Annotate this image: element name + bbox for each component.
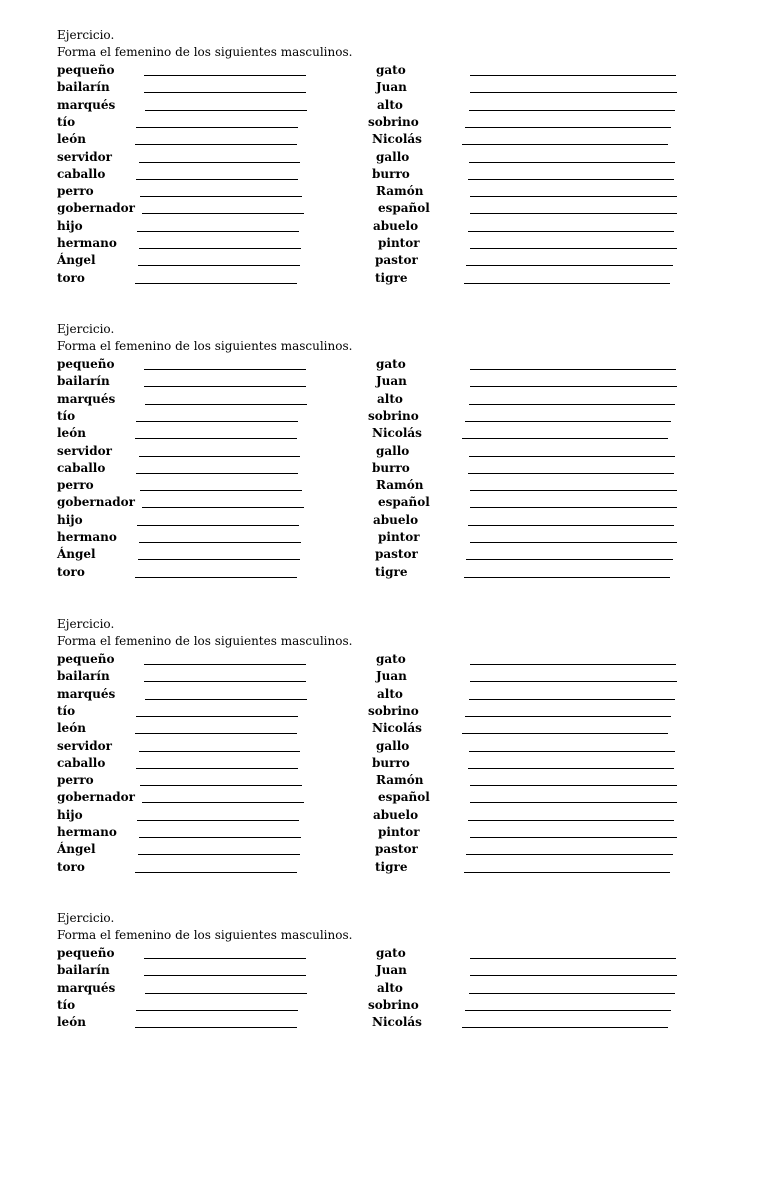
- exercise-instruction: Forma el femenino de los siguientes masculinos.: [57, 928, 353, 942]
- exercise-instruction: Forma el femenino de los siguientes masculinos.: [57, 45, 353, 59]
- exercise-row: [0, 461, 768, 478]
- answer-blank-right[interactable]: [470, 92, 677, 93]
- exercise-row: [0, 167, 768, 184]
- right-word: tigre: [375, 270, 408, 285]
- answer-blank-left[interactable]: [144, 975, 306, 976]
- left-word: marqués: [57, 97, 116, 112]
- right-word: español: [378, 790, 430, 805]
- left-word: perro: [57, 478, 94, 493]
- answer-blank-left[interactable]: [139, 248, 301, 249]
- right-word: burro: [372, 460, 410, 475]
- answer-blank-left[interactable]: [144, 386, 306, 387]
- exercise-block: [0, 617, 768, 887]
- answer-blank-left[interactable]: [138, 265, 300, 266]
- answer-blank-right[interactable]: [465, 716, 671, 717]
- exercise-row: [0, 271, 768, 288]
- right-word: sobrino: [368, 703, 419, 718]
- answer-blank-right[interactable]: [462, 733, 668, 734]
- right-word: sobrino: [368, 408, 419, 423]
- left-word: toro: [57, 270, 85, 285]
- left-word: caballo: [57, 460, 106, 475]
- answer-blank-right[interactable]: [469, 110, 675, 111]
- right-word: abuelo: [373, 218, 419, 233]
- answer-blank-left[interactable]: [137, 820, 299, 821]
- left-word: pequeño: [57, 652, 115, 666]
- answer-blank-right[interactable]: [466, 559, 673, 560]
- answer-blank-left[interactable]: [139, 837, 301, 838]
- right-word: Juan: [376, 669, 407, 684]
- answer-blank-right[interactable]: [462, 144, 668, 145]
- exercise-title: Ejercicio.: [57, 322, 115, 336]
- exercise-row: [0, 201, 768, 218]
- exercise-block: [0, 28, 768, 298]
- exercise-row: [0, 219, 768, 236]
- answer-blank-right[interactable]: [469, 993, 675, 994]
- right-word: tigre: [375, 859, 408, 874]
- left-word: hijo: [57, 807, 83, 822]
- exercise-row: [0, 409, 768, 426]
- exercise-row: [0, 513, 768, 530]
- answer-blank-right[interactable]: [465, 421, 671, 422]
- answer-blank-right[interactable]: [462, 1027, 668, 1028]
- exercise-row: [0, 80, 768, 97]
- answer-blank-left[interactable]: [140, 196, 302, 197]
- answer-blank-left[interactable]: [138, 854, 300, 855]
- right-word: sobrino: [368, 997, 419, 1012]
- right-word: alto: [377, 97, 403, 112]
- answer-blank-left[interactable]: [135, 872, 297, 873]
- answer-blank-left[interactable]: [135, 577, 297, 578]
- right-word: español: [378, 495, 430, 510]
- exercise-row: [0, 132, 768, 149]
- left-word: gobernador: [57, 495, 135, 510]
- exercise-row: [0, 963, 768, 980]
- right-word: gato: [376, 63, 406, 77]
- answer-blank-left[interactable]: [137, 231, 299, 232]
- answer-blank-right[interactable]: [470, 785, 677, 786]
- answer-blank-right[interactable]: [468, 473, 674, 474]
- left-word: marqués: [57, 980, 116, 995]
- answer-blank-left[interactable]: [135, 283, 297, 284]
- right-word: Juan: [376, 374, 407, 389]
- right-word: gallo: [376, 149, 410, 164]
- exercise-row: [0, 374, 768, 391]
- left-word: toro: [57, 564, 85, 579]
- exercise-row: [0, 184, 768, 201]
- right-word: gato: [376, 652, 406, 666]
- exercise-row: [0, 115, 768, 132]
- exercise-row: [0, 63, 768, 80]
- answer-blank-right[interactable]: [468, 525, 674, 526]
- right-word: pastor: [375, 547, 418, 562]
- answer-blank-left[interactable]: [144, 681, 306, 682]
- answer-blank-left[interactable]: [136, 1010, 298, 1011]
- right-word: pintor: [378, 236, 420, 250]
- answer-blank-right[interactable]: [470, 248, 677, 249]
- exercise-row: [0, 495, 768, 512]
- answer-blank-right[interactable]: [466, 265, 673, 266]
- answer-blank-left[interactable]: [140, 785, 302, 786]
- left-word: hermano: [57, 236, 117, 250]
- right-word: Juan: [376, 963, 407, 978]
- left-word: león: [57, 721, 86, 736]
- right-word: español: [378, 201, 430, 216]
- left-word: servidor: [57, 149, 112, 164]
- right-word: Nicolás: [372, 132, 422, 147]
- right-word: burro: [372, 755, 410, 770]
- answer-blank-right[interactable]: [464, 283, 670, 284]
- answer-blank-right[interactable]: [470, 196, 677, 197]
- right-word: Ramón: [376, 773, 424, 788]
- answer-blank-right[interactable]: [469, 404, 675, 405]
- left-word: bailarín: [57, 374, 110, 389]
- right-word: sobrino: [368, 114, 419, 129]
- right-word: Nicolás: [372, 426, 422, 441]
- right-word: gallo: [376, 738, 410, 753]
- exercise-row: [0, 825, 768, 842]
- right-word: abuelo: [373, 512, 419, 527]
- left-word: pequeño: [57, 357, 115, 371]
- answer-blank-left[interactable]: [137, 525, 299, 526]
- answer-blank-right[interactable]: [464, 577, 670, 578]
- exercise-row: [0, 704, 768, 721]
- right-word: alto: [377, 686, 403, 701]
- right-word: Ramón: [376, 184, 424, 199]
- right-word: gallo: [376, 443, 410, 458]
- exercise-row: [0, 842, 768, 859]
- right-word: pastor: [375, 253, 418, 268]
- answer-blank-right[interactable]: [470, 542, 677, 543]
- answer-blank-left[interactable]: [135, 438, 297, 439]
- exercise-row: [0, 739, 768, 756]
- answer-blank-right[interactable]: [470, 664, 676, 665]
- right-word: Ramón: [376, 478, 424, 493]
- left-word: servidor: [57, 738, 112, 753]
- answer-blank-left[interactable]: [144, 664, 306, 665]
- exercise-block: [0, 911, 768, 1181]
- left-word: bailarín: [57, 669, 110, 684]
- answer-blank-right[interactable]: [470, 369, 676, 370]
- answer-blank-right[interactable]: [470, 681, 677, 682]
- answer-blank-right[interactable]: [465, 127, 671, 128]
- answer-blank-right[interactable]: [469, 699, 675, 700]
- exercise-row: [0, 652, 768, 669]
- left-word: tío: [57, 997, 76, 1012]
- answer-blank-left[interactable]: [139, 542, 301, 543]
- answer-blank-right[interactable]: [470, 507, 677, 508]
- left-word: toro: [57, 859, 85, 874]
- answer-blank-right[interactable]: [468, 820, 674, 821]
- answer-blank-right[interactable]: [466, 854, 673, 855]
- answer-blank-right[interactable]: [470, 802, 677, 803]
- left-word: pequeño: [57, 946, 115, 960]
- exercise-row: [0, 478, 768, 495]
- left-word: perro: [57, 773, 94, 788]
- right-word: alto: [377, 980, 403, 995]
- exercise-instruction: Forma el femenino de los siguientes masculinos.: [57, 339, 353, 353]
- left-word: tío: [57, 408, 76, 423]
- right-word: pintor: [378, 825, 420, 839]
- right-word: pastor: [375, 842, 418, 857]
- answer-blank-left[interactable]: [144, 369, 306, 370]
- left-word: hijo: [57, 512, 83, 527]
- left-word: león: [57, 1015, 86, 1030]
- answer-blank-right[interactable]: [464, 872, 670, 873]
- left-word: gobernador: [57, 790, 135, 805]
- right-word: alto: [377, 391, 403, 406]
- exercise-row: [0, 860, 768, 877]
- answer-blank-right[interactable]: [470, 837, 677, 838]
- answer-blank-left[interactable]: [144, 958, 306, 959]
- left-word: marqués: [57, 686, 116, 701]
- answer-blank-right[interactable]: [470, 975, 677, 976]
- answer-blank-left[interactable]: [139, 751, 300, 752]
- right-word: tigre: [375, 564, 408, 579]
- exercise-block: [0, 322, 768, 592]
- answer-blank-right[interactable]: [470, 75, 676, 76]
- exercise-row: [0, 236, 768, 253]
- left-word: caballo: [57, 166, 106, 181]
- answer-blank-left[interactable]: [136, 473, 298, 474]
- answer-blank-right[interactable]: [469, 456, 675, 457]
- exercise-title: Ejercicio.: [57, 617, 115, 631]
- answer-blank-right[interactable]: [468, 768, 674, 769]
- right-word: Nicolás: [372, 1015, 422, 1030]
- answer-blank-left[interactable]: [139, 456, 300, 457]
- answer-blank-right[interactable]: [470, 490, 677, 491]
- exercise-instruction: Forma el femenino de los siguientes masculinos.: [57, 634, 353, 648]
- exercise-row: [0, 981, 768, 998]
- right-word: burro: [372, 166, 410, 181]
- answer-blank-right[interactable]: [470, 213, 677, 214]
- answer-blank-right[interactable]: [462, 438, 668, 439]
- answer-blank-left[interactable]: [145, 110, 307, 111]
- exercise-row: [0, 150, 768, 167]
- answer-blank-left[interactable]: [138, 559, 300, 560]
- exercise-row: [0, 773, 768, 790]
- answer-blank-right[interactable]: [468, 179, 674, 180]
- answer-blank-left[interactable]: [135, 1027, 297, 1028]
- left-word: tío: [57, 114, 76, 129]
- exercise-row: [0, 721, 768, 738]
- answer-blank-left[interactable]: [136, 127, 298, 128]
- answer-blank-left[interactable]: [140, 490, 302, 491]
- answer-blank-left[interactable]: [136, 421, 298, 422]
- left-word: bailarín: [57, 963, 110, 978]
- exercise-row: [0, 253, 768, 270]
- right-word: abuelo: [373, 807, 419, 822]
- exercise-title: Ejercicio.: [57, 911, 115, 925]
- exercise-title: Ejercicio.: [57, 28, 115, 42]
- answer-blank-left[interactable]: [142, 507, 304, 508]
- exercise-row: [0, 547, 768, 564]
- answer-blank-right[interactable]: [470, 386, 677, 387]
- answer-blank-right[interactable]: [470, 958, 676, 959]
- answer-blank-left[interactable]: [144, 92, 306, 93]
- left-word: hermano: [57, 530, 117, 544]
- left-word: pequeño: [57, 63, 115, 77]
- exercise-row: [0, 756, 768, 773]
- answer-blank-left[interactable]: [145, 699, 307, 700]
- answer-blank-left[interactable]: [144, 75, 306, 76]
- exercise-row: [0, 998, 768, 1015]
- answer-blank-right[interactable]: [469, 162, 675, 163]
- exercise-row: [0, 946, 768, 963]
- exercise-row: [0, 357, 768, 374]
- answer-blank-left[interactable]: [136, 768, 298, 769]
- answer-blank-left[interactable]: [139, 162, 300, 163]
- left-word: Ángel: [57, 253, 96, 268]
- left-word: bailarín: [57, 80, 110, 95]
- answer-blank-right[interactable]: [468, 231, 674, 232]
- answer-blank-left[interactable]: [145, 404, 307, 405]
- left-word: león: [57, 426, 86, 441]
- left-word: caballo: [57, 755, 106, 770]
- exercise-row: [0, 565, 768, 582]
- answer-blank-left[interactable]: [142, 802, 304, 803]
- left-word: Ángel: [57, 547, 96, 562]
- exercise-row: [0, 790, 768, 807]
- answer-blank-left[interactable]: [142, 213, 304, 214]
- left-word: perro: [57, 184, 94, 199]
- exercise-row: [0, 808, 768, 825]
- exercise-row: [0, 687, 768, 704]
- right-word: gato: [376, 357, 406, 371]
- exercise-row: [0, 530, 768, 547]
- answer-blank-left[interactable]: [135, 144, 297, 145]
- left-word: hermano: [57, 825, 117, 839]
- answer-blank-left[interactable]: [136, 179, 298, 180]
- left-word: hijo: [57, 218, 83, 233]
- right-word: Nicolás: [372, 721, 422, 736]
- answer-blank-left[interactable]: [135, 733, 297, 734]
- answer-blank-left[interactable]: [145, 993, 307, 994]
- right-word: Juan: [376, 80, 407, 95]
- right-word: gato: [376, 946, 406, 960]
- left-word: león: [57, 132, 86, 147]
- answer-blank-right[interactable]: [469, 751, 675, 752]
- exercise-row: [0, 444, 768, 461]
- left-word: servidor: [57, 443, 112, 458]
- exercise-row: [0, 669, 768, 686]
- left-word: tío: [57, 703, 76, 718]
- answer-blank-right[interactable]: [465, 1010, 671, 1011]
- left-word: marqués: [57, 391, 116, 406]
- left-word: Ángel: [57, 842, 96, 857]
- exercise-row: [0, 426, 768, 443]
- answer-blank-left[interactable]: [136, 716, 298, 717]
- right-word: pintor: [378, 530, 420, 544]
- exercise-row: [0, 98, 768, 115]
- exercise-row: [0, 392, 768, 409]
- left-word: gobernador: [57, 201, 135, 216]
